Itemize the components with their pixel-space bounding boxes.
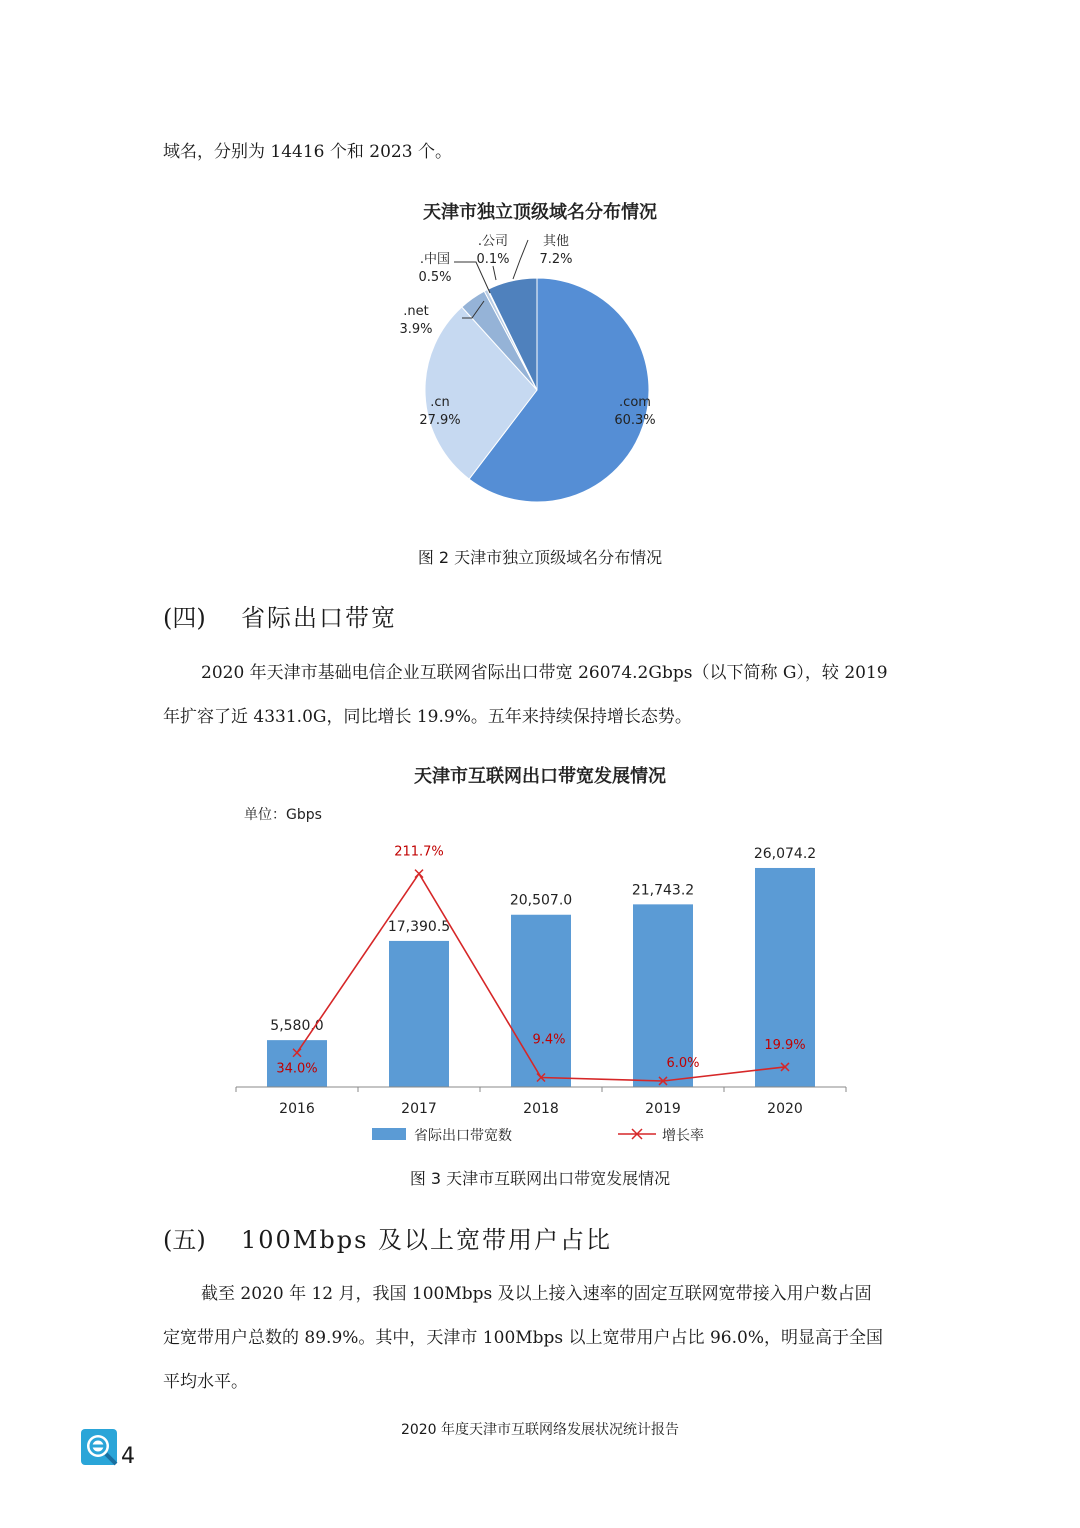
x-tick-label-2017: 2017 (401, 1101, 437, 1117)
figure3-title: 天津市互联网出口带宽发展情况 (414, 766, 666, 787)
bar-value-label-2018: 20,507.0 (509, 892, 573, 909)
section5-line3: 平均水平。 (163, 1372, 248, 1392)
pie-slice-value-4: 0.1% (476, 252, 510, 267)
growth-value-label-2018: 9.4% (532, 1032, 566, 1048)
section5-heading (163, 1220, 612, 1255)
legend-line-label: 增长率 (662, 1128, 704, 1144)
footer-report-title: 2020 年度天津市互联网络发展状况统计报告 (400, 1422, 680, 1438)
section4-paragraph (163, 651, 918, 739)
x-tick-label-2018: 2018 (523, 1101, 559, 1117)
magnifier-e-logo-icon (80, 1428, 120, 1468)
section5-number: (五) (163, 1226, 206, 1254)
section5-line1: 截至 2020 年 12 月，我国 100Mbps 及以上接入速率的固定互联网宽带接入用户数占固 (201, 1284, 872, 1304)
section5-paragraph (163, 1272, 918, 1404)
bar-2020 (755, 868, 815, 1087)
pie-leader-5 (513, 240, 528, 279)
x-tick-label-2016: 2016 (279, 1101, 315, 1117)
legend-bar-swatch (372, 1128, 406, 1140)
section4-number: (四) (163, 604, 206, 632)
figure2-title: 天津市独立顶级域名分布情况 (423, 202, 657, 223)
pie-slice-label-2: .net (403, 304, 429, 319)
intro-line: 域名，分别为 14416 个和 2023 个。 (163, 142, 452, 162)
bandwidth-chart (220, 795, 870, 1155)
bar-value-label-2020: 26,074.2 (753, 845, 817, 862)
pie-slice-label-5: 其他 (542, 234, 570, 249)
pie-slice-label-0: .com (619, 395, 651, 410)
pie-slice-value-0: 60.3% (614, 413, 656, 428)
pie-slice-label-4: .公司 (477, 234, 509, 249)
growth-value-label-2016: 34.0% (276, 1061, 318, 1077)
x-tick-label-2019: 2019 (645, 1101, 681, 1117)
pie-leader-4 (493, 266, 496, 280)
figure2-caption: 图 2 天津市独立顶级域名分布情况 (417, 548, 663, 567)
bar-value-label-2017: 17,390.5 (387, 918, 451, 935)
intro-paragraph (163, 130, 918, 174)
section4-line2: 年扩容了近 4331.0G，同比增长 19.9%。五年来持续保持增长态势。 (163, 707, 692, 727)
bar-2018 (511, 915, 571, 1087)
pie-slice-value-1: 27.9% (419, 413, 461, 428)
growth-value-label-2020: 19.9% (764, 1037, 806, 1053)
pie-slice-value-5: 7.2% (539, 252, 573, 267)
section5-line2: 定宽带用户总数的 89.9%。其中，天津市 100Mbps 以上宽带用户占比 96.0%，明显高于全国 (163, 1328, 883, 1348)
pie-slice-label-3: .中国 (419, 252, 451, 267)
bar-value-label-2019: 21,743.2 (631, 882, 695, 899)
section4-title: 省际出口带宽 (241, 604, 397, 632)
domain-pie-chart (380, 225, 700, 525)
chart-unit-label: 单位：Gbps (244, 807, 322, 823)
section5-title: 100Mbps 及以上宽带用户占比 (241, 1226, 613, 1254)
section4-line1: 2020 年天津市基础电信企业互联网省际出口带宽 26074.2Gbps（以下简称 G），较 2019 (201, 663, 888, 683)
pie-slice-value-3: 0.5% (418, 270, 452, 285)
growth-value-label-2019: 6.0% (666, 1055, 700, 1071)
pie-slice-label-1: .cn (430, 395, 450, 410)
bar-2017 (389, 941, 449, 1087)
x-tick-label-2020: 2020 (767, 1101, 803, 1117)
bar-value-label-2016: 5,580.0 (270, 1018, 324, 1035)
growth-value-label-2017: 211.7% (394, 844, 444, 860)
pie-slice-value-2: 3.9% (399, 322, 433, 337)
growth-marker-2017 (415, 870, 423, 878)
legend-bar-label: 省际出口带宽数 (414, 1128, 512, 1144)
section4-heading (163, 598, 397, 633)
page-number: 4 (121, 1444, 135, 1469)
figure3-caption: 图 3 天津市互联网出口带宽发展情况 (409, 1169, 671, 1188)
